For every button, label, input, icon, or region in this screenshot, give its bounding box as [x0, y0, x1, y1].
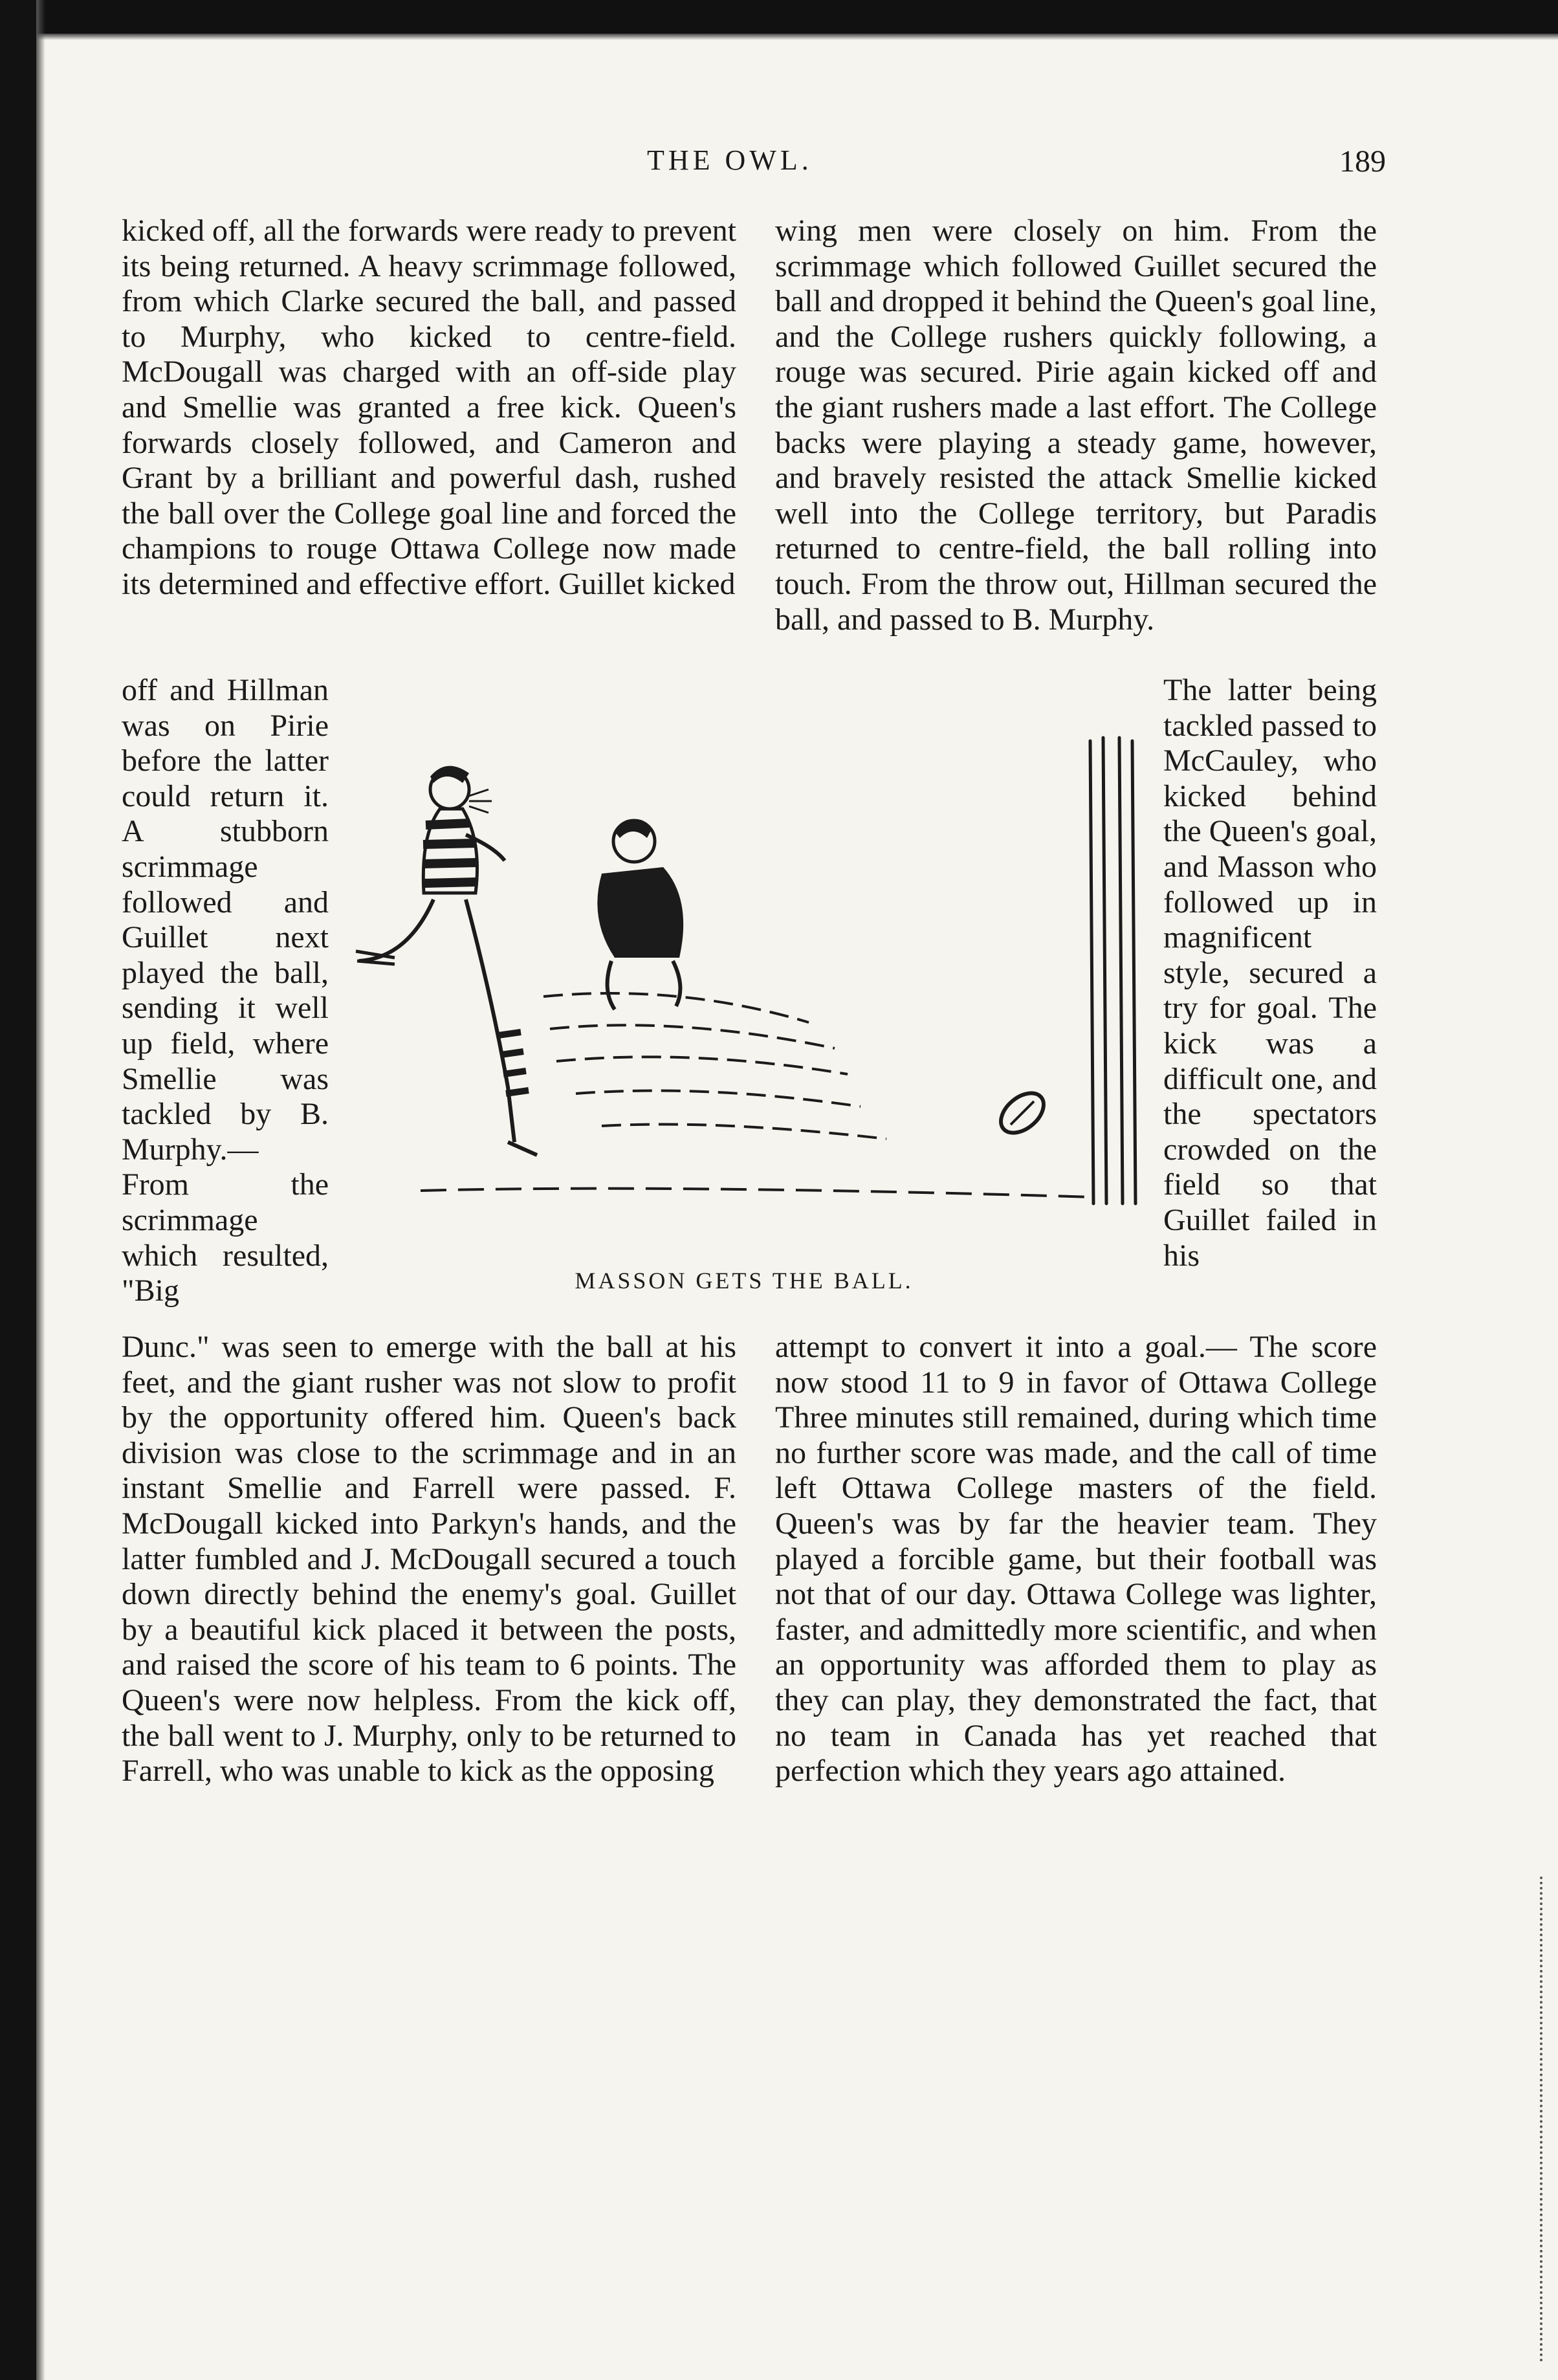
running-head: THE OWL.: [647, 144, 813, 176]
right-column-bottom-text: attempt to convert it into a goal.— The score now stood 11 to 9 in favor of Ottawa College Three minutes still remained, during which time no further score was made, and the call of time left Ottawa College masters of the field. Queen's was by far the heavier team. They played a forcible game, but their football was not that of our day. Ottawa College was lighter, faster, and admittedly more scientific, and when an opportunity was afforded them to play as they can play, they demonstrated the fact, that no team in Canada has yet reached that perfection which they years ago attained.: [775, 1330, 1377, 1789]
page-number: 189: [1339, 144, 1386, 179]
scan-left-shadow: [36, 0, 45, 2380]
illustration: [343, 686, 1152, 1294]
ball-icon: [993, 1085, 1051, 1141]
motion-lines: [543, 993, 886, 1139]
scan-top-shadow: [0, 34, 1558, 40]
ground-line: [421, 1189, 1093, 1197]
right-column-narrow-text: The latter being tackled passed to McCauley, who kicked behind the Queen's goal, and Masson who followed up in magnificent style, secured a try for goal. The kick was a difficult one, and the spectators crowded on the field so that Guillet failed in his: [1163, 673, 1377, 1273]
scan-left-border: [0, 0, 36, 2380]
goal-posts: [1090, 738, 1136, 1204]
scan-top-border: [0, 0, 1558, 34]
left-column-narrow-text: off and Hillman was on Pirie before the latter could return it. A stubborn scrimmage followed and Guillet next played the ball, sending it well up field, where Smellie was tackled by B. Murphy.— From the scrimmage which resulted, "Big: [122, 673, 329, 1308]
left-column-bottom-text: Dunc." was seen to emerge with the ball at his feet, and the giant rusher was not slow to profit by the opportunity offered him. Queen's back division was close to the scrimmage and in an instant Smellie and Farrell were passed. F. McDougall kicked into Parkyn's hands, and the latter fumbled and J. McDougall secured a touch down directly behind the enemy's goal. Guillet by a beautiful kick placed it between the posts, and raised the score of his team to 6 points. The Queen's were now helpless. From the kick off, the ball went to J. Murphy, only to be returned to Farrell, who was unable to kick as the opposing: [122, 1330, 736, 1789]
right-column-top-text: wing men were closely on him. From the scrimmage which followed Guillet secured the ball and dropped it behind the Queen's goal line, and the College rushers quickly following, a rouge was secured. Pirie again kicked off and the giant rushers made a last effort. The College backs were playing a steady game, however, and bravely resisted the attack Smellie kicked well into the College territory, but Paradis returned to centre-field, the ball rolling into touch. From the throw out, Hillman secured the ball, and passed to B. Murphy.: [775, 214, 1377, 637]
figure-caption: MASSON GETS THE BALL.: [575, 1268, 914, 1294]
scan-right-specks: [1540, 1877, 1546, 2362]
illustration-drawing: [343, 686, 1152, 1281]
page-header: [0, 144, 1558, 182]
running-player-figure: [356, 766, 537, 1155]
crouching-player-figure: [597, 821, 683, 1009]
left-column-top-text: kicked off, all the forwards were ready to prevent its being returned. A heavy scrimmage followed, from which Clarke secured the ball, and passed to Murphy, who kicked to centre-field. McDougall was charged with an off-side play and Smellie was granted a free kick. Queen's forwards closely followed, and Cameron and Grant by a brilliant and powerful dash, rushed the ball over the College goal line and forced the champions to rouge Ottawa College now made its determined and effective effort. Guillet kicked: [122, 214, 736, 601]
